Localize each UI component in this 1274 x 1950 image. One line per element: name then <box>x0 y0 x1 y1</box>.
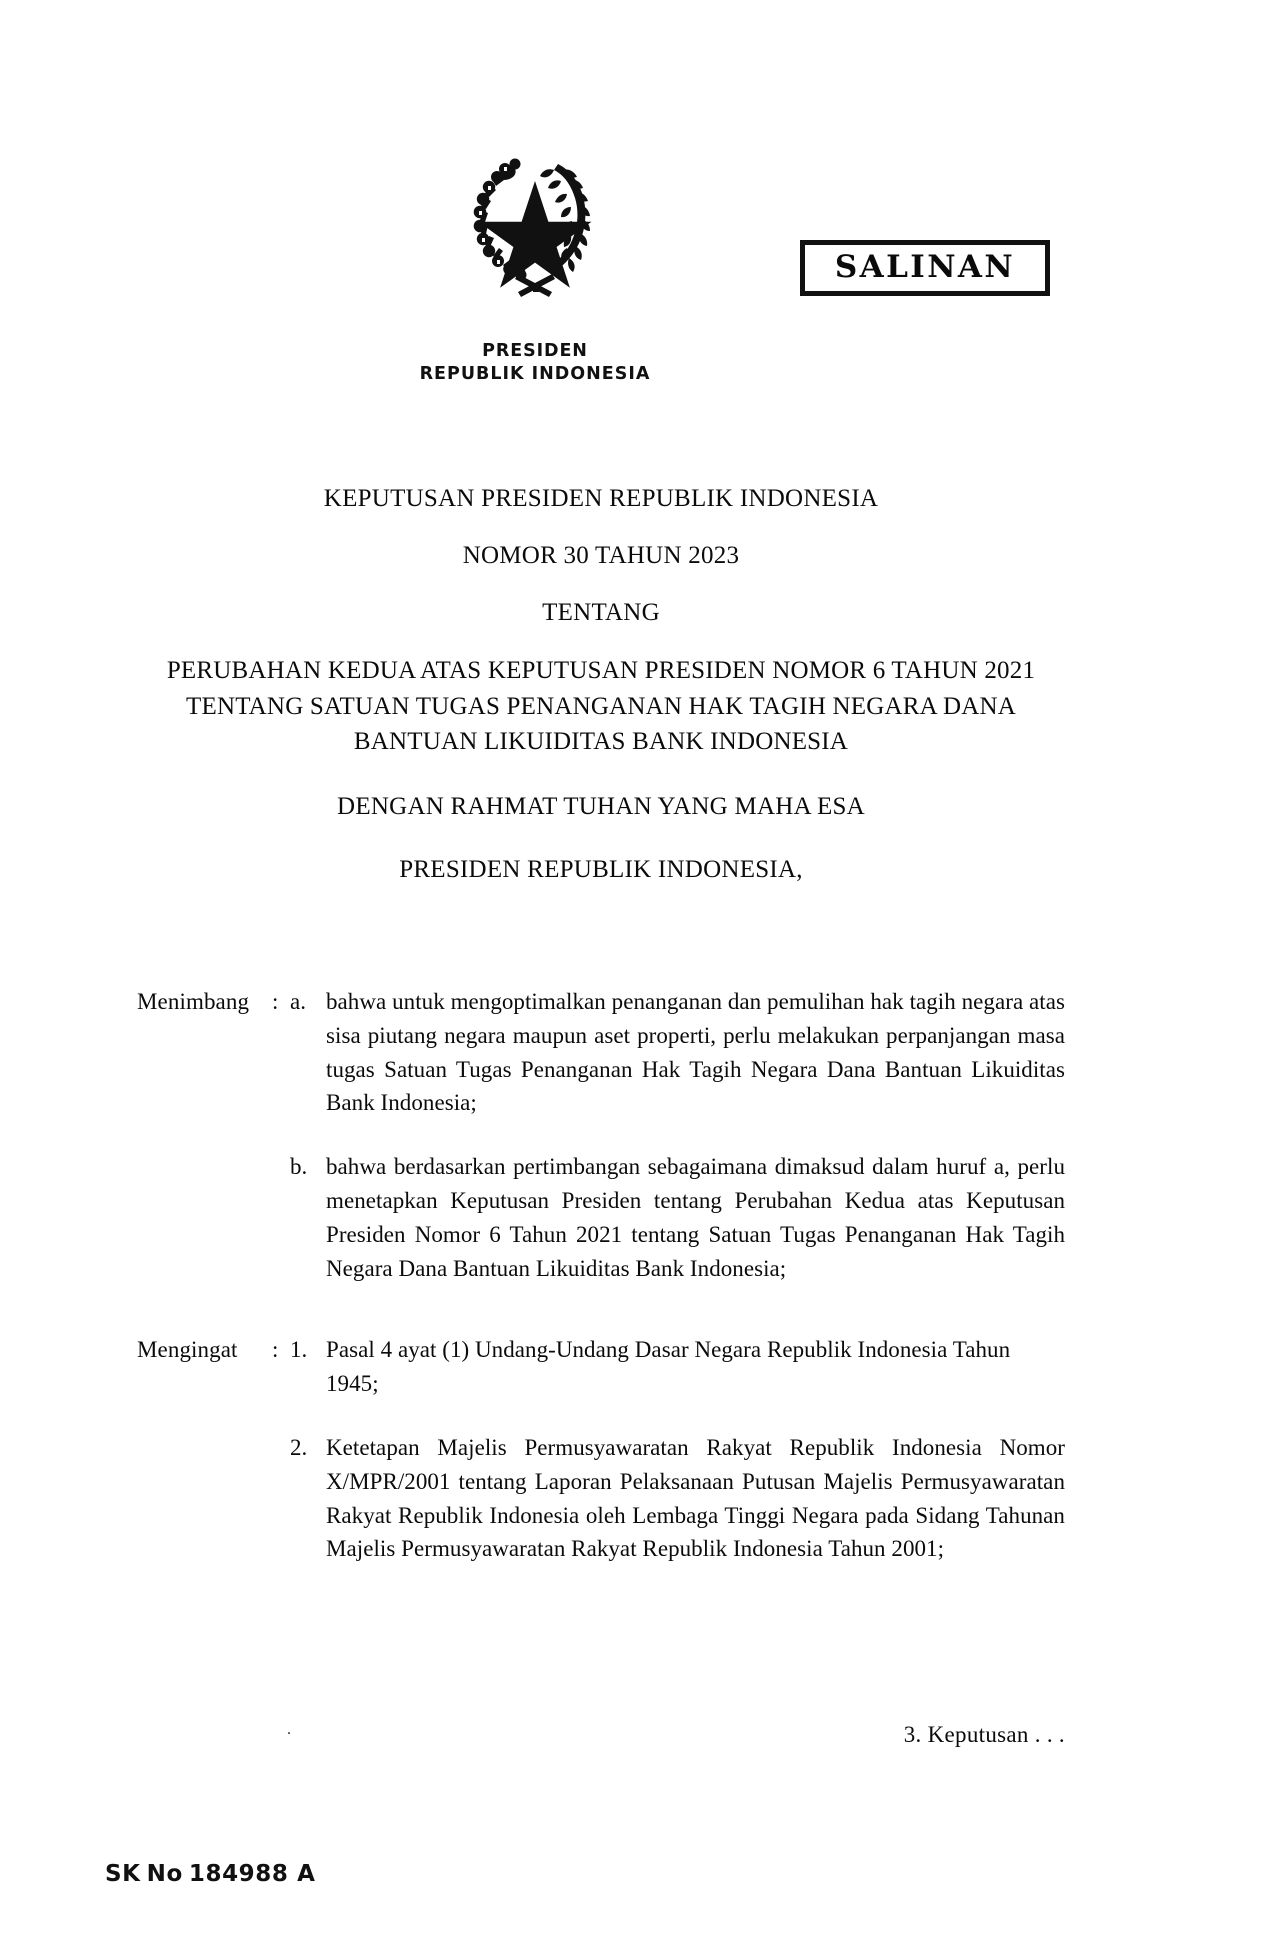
considerans-marker-a: a. <box>290 989 306 1014</box>
document-header <box>0 0 1274 430</box>
sk-prefix: SK <box>105 1861 141 1887</box>
emblem-caption <box>300 340 770 387</box>
decree-number: NOMOR 30 TAHUN 2023 <box>462 542 740 569</box>
legal-basis-marker-1: 1. <box>290 1337 308 1363</box>
page-continuation-marker: 3. Keputusan . . . <box>903 1722 1065 1747</box>
considerans-item-a <box>137 985 1065 1120</box>
garuda-star-wreath-emblem-icon <box>455 148 615 300</box>
decree-subject-line-1: PERUBAHAN KEDUA ATAS KEPUTUSAN PRESIDEN NOMOR 6 TAHUN 2021 <box>166 657 1036 684</box>
considerans-item-b <box>137 1150 1065 1285</box>
decree-subject-line-3: BANTUAN LIKUIDITAS BANK INDONESIA <box>353 728 849 755</box>
considerans-colon: : <box>272 989 279 1014</box>
legal-basis-text-1: Pasal 4 ayat (1) Undang-Undang Dasar Negara Republik Indonesia Tahun 1945; <box>326 1337 1011 1397</box>
considerans-text-a: bahwa untuk mengoptimalkan penanganan dan pemulihan hak tagih negara atas sisa piutang negara maupun aset properti, perlu melakukan perpanjangan masa tugas Satuan Tugas Penanganan Hak Tagih Negara Dana Bantuan Likuiditas Bank Indonesia; <box>326 989 1065 1116</box>
decree-subject-line-2: TENTANG SATUAN TUGAS PENANGANAN HAK TAGIH NEGARA DANA <box>186 692 1016 720</box>
sk-number: 184988 A <box>188 1861 316 1887</box>
decree-subject <box>137 653 1065 760</box>
emblem-caption-line-1: PRESIDEN <box>482 341 588 361</box>
salinan-stamp <box>800 240 1050 296</box>
tentang-keyword: TENTANG <box>542 599 660 626</box>
sk-number-footer <box>105 1861 316 1887</box>
salinan-stamp-label: SALINAN <box>834 248 1016 285</box>
considerans-marker-b: b. <box>290 1154 308 1180</box>
document-body <box>137 985 1065 1566</box>
invocation-line: DENGAN RAHMAT TUHAN YANG MAHA ESA <box>337 792 865 820</box>
legal-basis-item-2 <box>137 1431 1065 1566</box>
document-title-block <box>137 482 1065 886</box>
page-title: KEPUTUSAN PRESIDEN REPUBLIK INDONESIA <box>323 485 879 512</box>
legal-basis-item-1 <box>137 1333 1065 1401</box>
emblem-caption-republik: REPUBLIK <box>419 364 525 385</box>
legal-basis-text-2: Ketetapan Majelis Permusyawaratan Rakyat Republik Indonesia Nomor X/MPR/2001 tentang Laporan Pelaksanaan Putusan Majelis Permusyawaratan Rakyat Republik Indonesia oleh Lembaga Tinggi Negara pada Sidang Tahunan Majelis Permusyawaratan Rakyat Republik Indonesia Tahun 2001; <box>326 1434 1065 1562</box>
legal-basis-colon: : <box>272 1337 279 1363</box>
considerans-label: Menimbang <box>137 989 250 1014</box>
emblem-caption-line-2 <box>300 363 770 386</box>
emblem-caption-indonesia: INDONESIA <box>531 364 651 385</box>
considerans-text-b: bahwa berdasarkan pertimbangan sebagaimana dimaksud dalam huruf a, perlu menetapkan Keputusan Presiden tentang Perubahan Kedua atas Keputusan Presiden Nomor 6 Tahun 2021 tentang Satuan Tugas Penanganan Hak Tagih Negara Dana Bantuan Likuiditas Bank Indonesia; <box>326 1154 1065 1281</box>
legal-basis-marker-2: 2. <box>290 1434 308 1460</box>
issuing-authority: PRESIDEN REPUBLIK INDONESIA, <box>399 855 803 883</box>
legal-basis-label: Mengingat <box>137 1337 238 1363</box>
stray-ink-mark: . <box>287 1721 291 1738</box>
sk-label: No <box>146 1861 183 1887</box>
